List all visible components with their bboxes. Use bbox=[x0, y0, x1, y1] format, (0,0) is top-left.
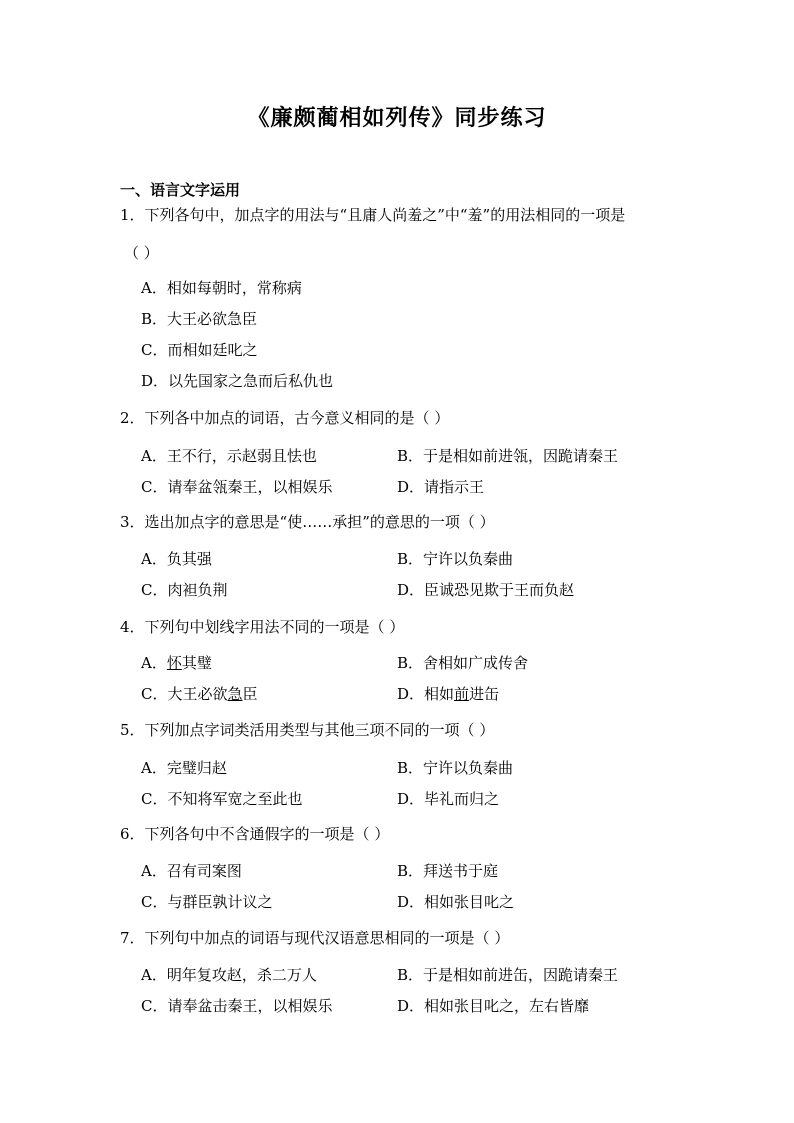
question-4-stem: 4．下列句中划线字用法不同的一项是（ ） bbox=[120, 618, 405, 636]
question-2-option-b: B．于是相如前进瓴，因跪请秦王 bbox=[397, 447, 619, 465]
question-2-option-d: D．请指示王 bbox=[397, 478, 485, 496]
question-3-option-b: B．宁许以负秦曲 bbox=[397, 550, 514, 568]
question-6-option-c: C．与群臣孰计议之 bbox=[141, 893, 273, 911]
question-1-stem: 1．下列各句中，加点字的用法与“且庸人尚羞之”中“羞”的用法相同的一项是 bbox=[120, 206, 626, 224]
question-7-option-d: D．相如张目叱之，左右皆靡 bbox=[397, 997, 590, 1015]
question-4-option-c bbox=[141, 684, 258, 704]
question-5-option-c: C．不知将军宽之至此也 bbox=[141, 790, 303, 808]
option-prefix: D． bbox=[397, 685, 425, 703]
question-7-option-c: C．请奉盆击秦王，以相娱乐 bbox=[141, 997, 333, 1015]
question-7-option-a: A．明年复攻赵，杀二万人 bbox=[141, 966, 317, 984]
question-4-option-a bbox=[141, 653, 212, 673]
question-7-stem: 7．下列句中加点的词语与现代汉语意思相同的一项是（ ） bbox=[120, 929, 510, 947]
underlined-char: 急 bbox=[227, 685, 243, 703]
question-6-option-b: B．拜送书于庭 bbox=[397, 862, 499, 880]
question-1-option-c: C．而相如廷叱之 bbox=[141, 341, 258, 359]
option-prefix: B． bbox=[397, 654, 424, 672]
question-1-option-d: D．以先国家之急而后私仇也 bbox=[141, 372, 334, 390]
page-title: 《廉颇蔺相如列传》同步练习 bbox=[247, 105, 547, 131]
question-4-option-d bbox=[397, 684, 499, 704]
option-text: 其璧 bbox=[181, 654, 212, 672]
question-5-stem: 5．下列加点字词类活用类型与其他三项不同的一项（ ） bbox=[120, 721, 495, 739]
question-4-option-b bbox=[397, 653, 528, 673]
question-7-option-b: B．于是相如前进缶，因跪请秦王 bbox=[397, 966, 619, 984]
underlined-char: 怀 bbox=[166, 654, 182, 672]
option-text: 舍相如广成传舍 bbox=[423, 654, 529, 672]
option-text: 臣 bbox=[242, 685, 258, 703]
question-6-option-a: A．召有司案图 bbox=[141, 862, 242, 880]
question-3-option-a: A．负其强 bbox=[141, 550, 212, 568]
option-text: 相如 bbox=[424, 685, 455, 703]
question-2-option-c: C．请奉盆瓴秦王，以相娱乐 bbox=[141, 478, 333, 496]
question-2-option-a: A．王不行，示赵弱且怯也 bbox=[141, 447, 317, 465]
question-5-option-d: D．毕礼而归之 bbox=[397, 790, 500, 808]
option-prefix: C． bbox=[141, 685, 168, 703]
question-6-stem: 6．下列各句中不含通假字的一项是（ ） bbox=[120, 825, 390, 843]
question-3-option-d: D．臣诚恐见欺于王而负赵 bbox=[397, 581, 575, 599]
option-text: 大王必欲 bbox=[167, 685, 228, 703]
question-5-option-b: B．宁许以负秦曲 bbox=[397, 759, 514, 777]
option-prefix: A． bbox=[141, 654, 167, 672]
question-1-option-a: A．相如每朝时，常称病 bbox=[141, 279, 302, 297]
question-5-option-a: A．完璧归赵 bbox=[141, 759, 227, 777]
question-3-stem: 3．选出加点字的意思是“使……承担”的意思的一项（ ） bbox=[120, 513, 495, 531]
question-1-answer-blank: （ ） bbox=[124, 244, 159, 262]
underlined-char: 前 bbox=[454, 685, 470, 703]
section-heading: 一、语言文字运用 bbox=[120, 181, 241, 199]
question-3-option-c: C．肉袒负荆 bbox=[141, 581, 228, 599]
question-1-option-b: B．大王必欲急臣 bbox=[141, 310, 258, 328]
question-2-stem: 2．下列各中加点的词语，古今意义相同的是（ ） bbox=[120, 409, 450, 427]
option-text: 进缶 bbox=[469, 685, 500, 703]
question-6-option-d: D．相如张目叱之 bbox=[397, 893, 515, 911]
